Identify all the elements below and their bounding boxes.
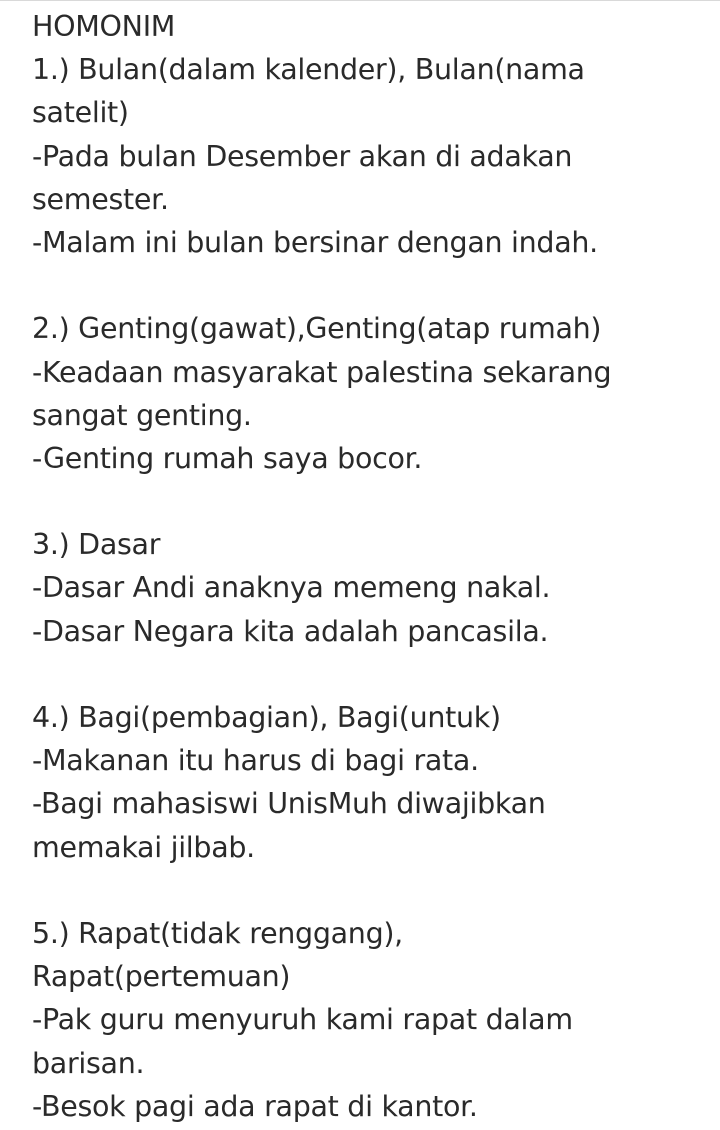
section-2-example-1-line-2: sangat genting. bbox=[32, 398, 252, 432]
section-4-example-2-line-1: -Bagi mahasiswi UnisMuh diwajibkan bbox=[32, 787, 546, 821]
section-5-example-2-line-1: -Besok pagi ada rapat di kantor. bbox=[32, 1089, 478, 1123]
section-4-heading-line-1: 4.) Bagi(pembagian), Bagi(untuk) bbox=[32, 701, 501, 734]
section-spacer bbox=[32, 653, 700, 696]
section-3-heading-line-1: 3.) Dasar bbox=[32, 528, 161, 562]
section-3-example-1-line-1: -Dasar Andi anaknya memeng nakal. bbox=[32, 571, 551, 605]
section-5-example-1-line-2: barisan. bbox=[32, 1046, 145, 1080]
homonym-notes bbox=[32, 5, 700, 1128]
section-spacer bbox=[32, 869, 700, 912]
section-1-example-2-line-1: -Malam ini bulan bersinar dengan indah. bbox=[32, 225, 598, 259]
section-4-example-2-line-2: memakai jilbab. bbox=[32, 830, 255, 864]
section-2-heading-line-1: 2.) Genting(gawat),Genting(atap rumah) bbox=[32, 312, 602, 346]
section-spacer bbox=[32, 264, 700, 307]
section-1-heading-line-2: satelit) bbox=[32, 96, 129, 130]
section-1-heading-line-1: 1.) Bulan(dalam kalender), Bulan(nama bbox=[32, 53, 585, 87]
section-5-heading-line-1: 5.) Rapat(tidak renggang), bbox=[32, 916, 403, 950]
section-4-example-1-line-1: -Makanan itu harus di bagi rata. bbox=[32, 744, 479, 778]
section-1-example-1-line-1: -Pada bulan Desember akan di adakan bbox=[32, 139, 573, 173]
section-2-example-2-line-1: -Genting rumah saya bocor. bbox=[32, 441, 423, 475]
section-spacer bbox=[32, 480, 700, 523]
document-title: HOMONIM bbox=[32, 10, 176, 43]
section-3-example-2-line-1: -Dasar Negara kita adalah pancasila. bbox=[32, 614, 549, 648]
section-5-heading-line-2: Rapat(pertemuan) bbox=[32, 960, 291, 994]
section-2-example-1-line-1: -Keadaan masyarakat palestina sekarang bbox=[32, 355, 612, 389]
section-5-example-1-line-1: -Pak guru menyuruh kami rapat dalam bbox=[32, 1003, 573, 1037]
section-1-example-1-line-2: semester. bbox=[32, 182, 169, 216]
